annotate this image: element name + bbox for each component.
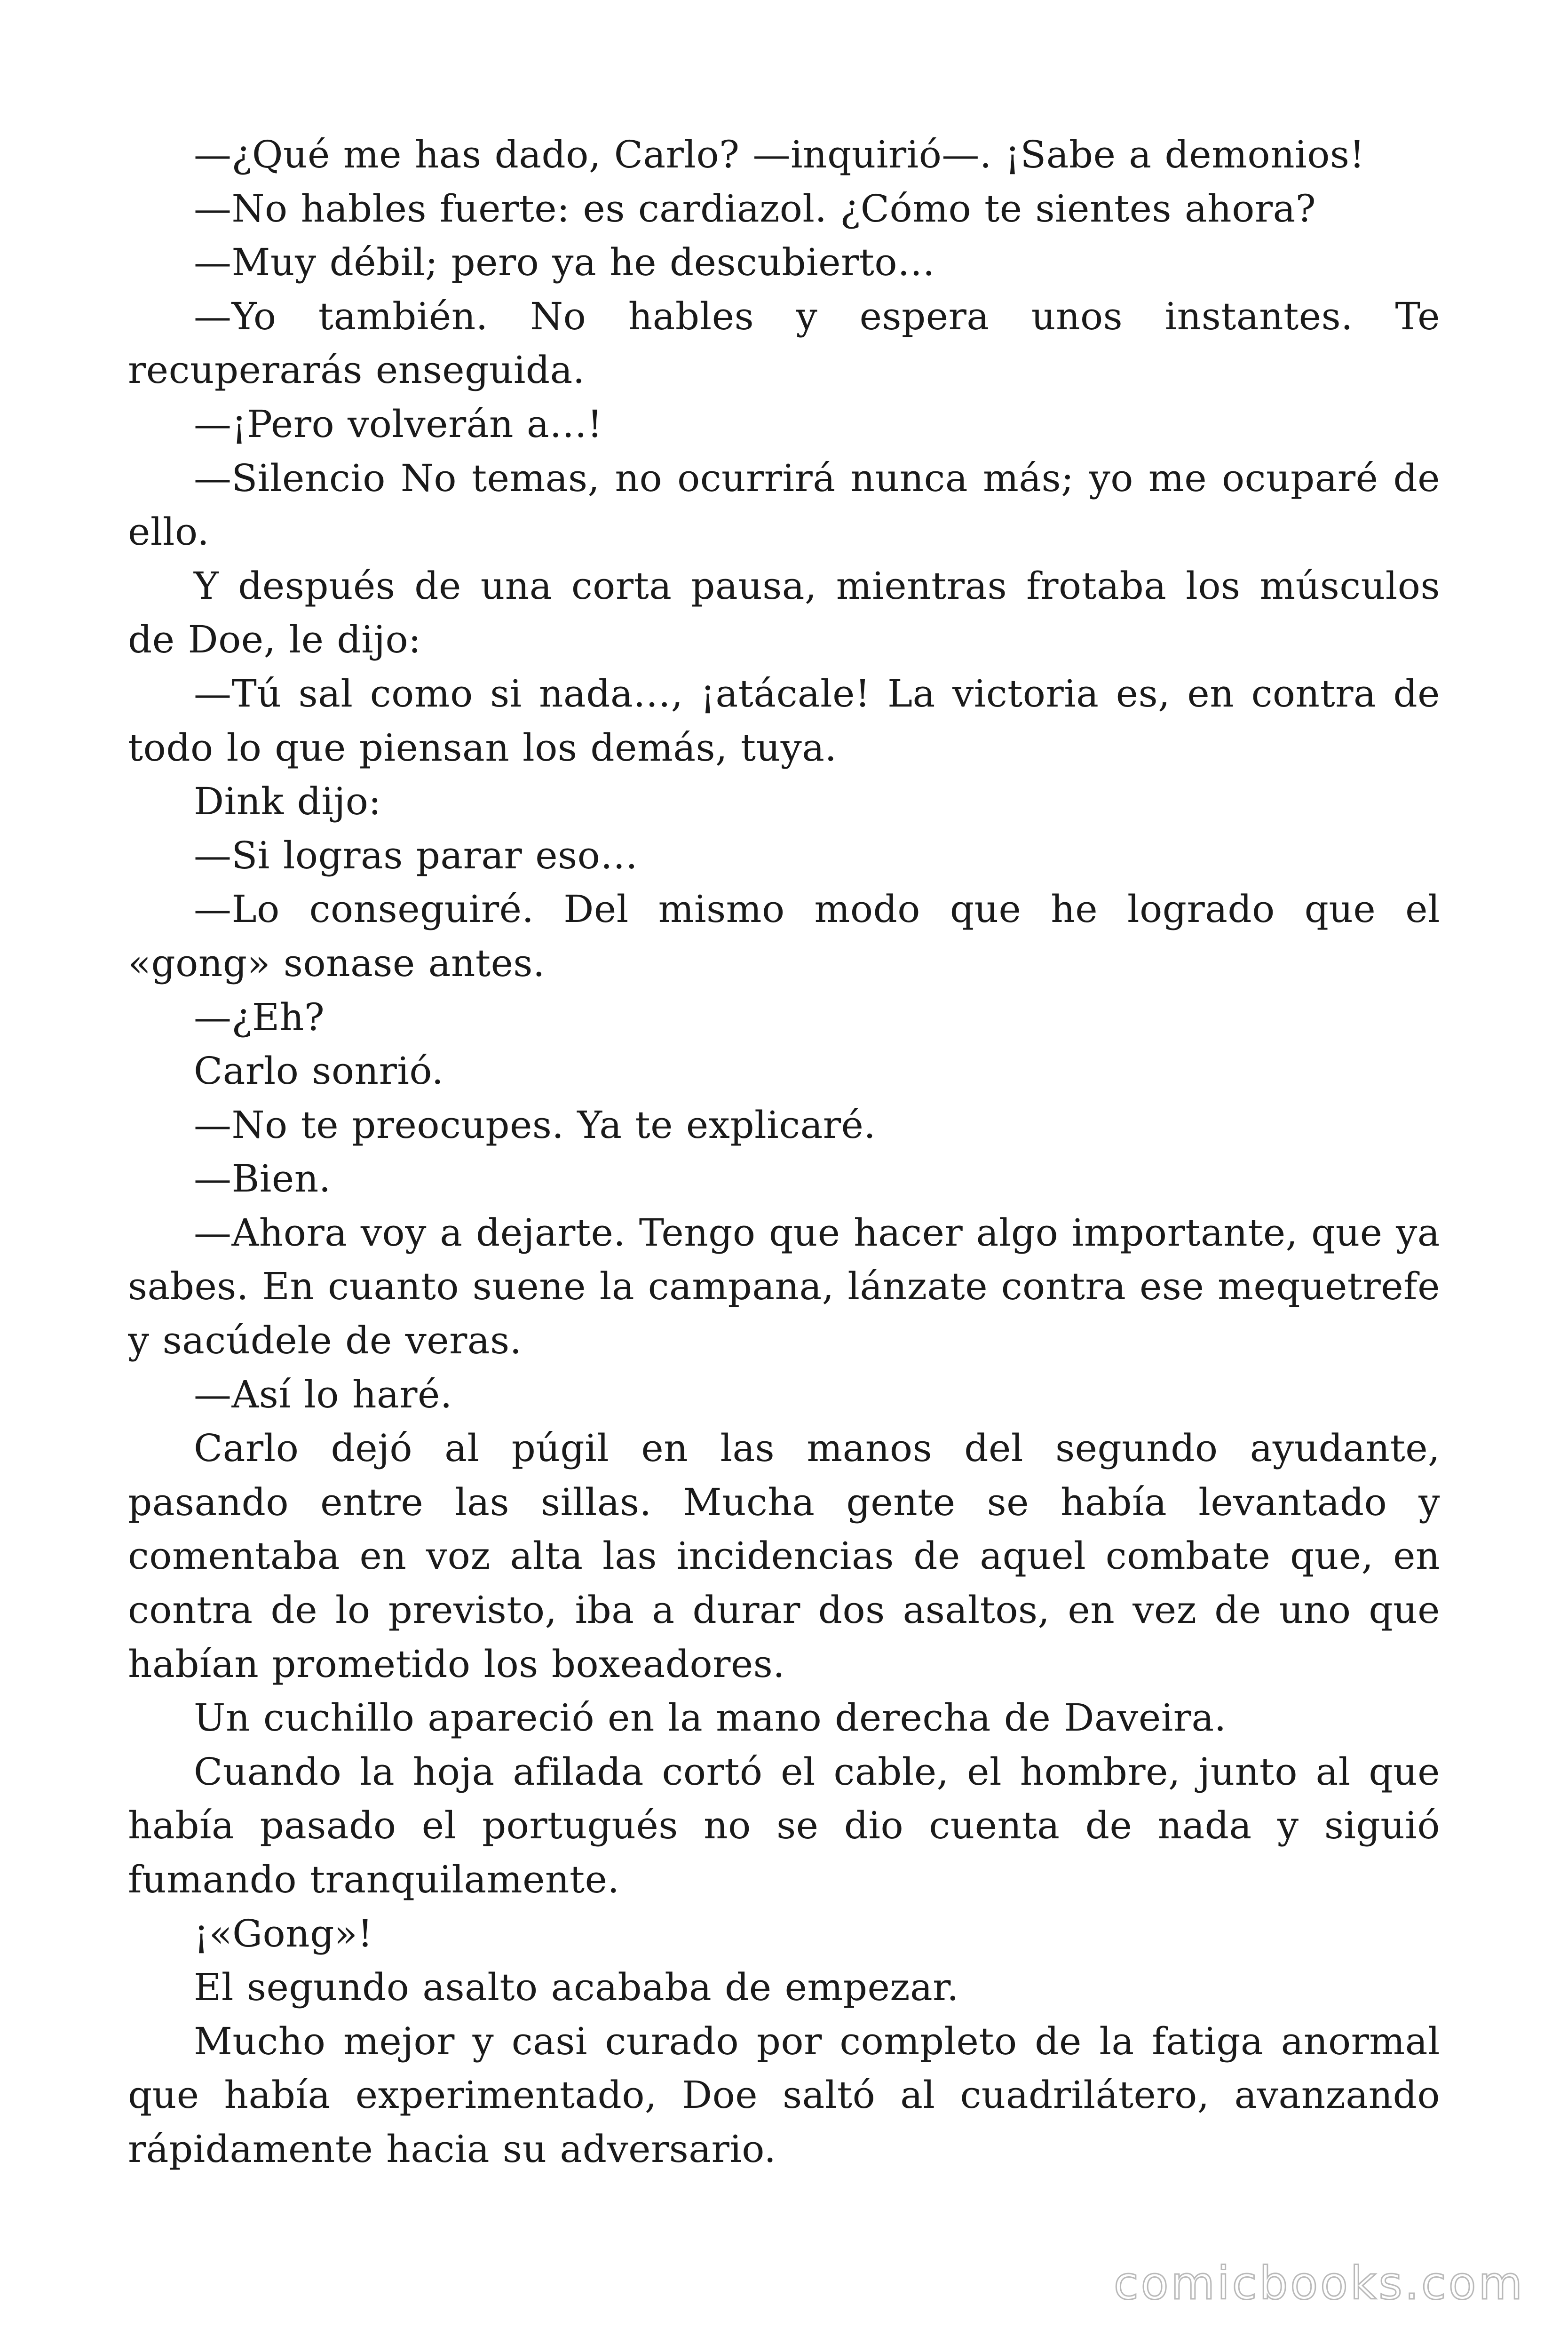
- paragraph: Y después de una corta pausa, mientras frotaba los músculos de Doe, le dijo:: [128, 564, 1440, 662]
- paragraph: —¡Pero volverán a…!: [194, 402, 603, 446]
- paragraph: Un cuchillo apareció en la mano derecha de Daveira.: [194, 1696, 1227, 1740]
- paragraph: —Ahora voy a dejarte. Tengo que hacer algo importante, que ya sabes. En cuanto suene la campana, lánzate contra ese mequetrefe y sacúdele de veras.: [128, 1210, 1440, 1363]
- paragraph: Carlo sonrió.: [194, 1049, 444, 1093]
- paragraph: —Lo conseguiré. Del mismo modo que he logrado que el «gong» sonase antes.: [128, 887, 1440, 985]
- site-watermark: comicbooks.com: [1113, 2257, 1525, 2310]
- page-body: [128, 128, 1440, 2198]
- paragraph: ¡«Gong»!: [194, 1911, 373, 1955]
- paragraph: —No hables fuerte: es cardiazol. ¿Cómo te sientes ahora?: [194, 186, 1316, 230]
- paragraph: Cuando la hoja afilada cortó el cable, el hombre, junto al que había pasado el portugués no se dio cuenta de nada y siguió fumando tranquilamente.: [128, 1749, 1440, 1901]
- paragraph: —No te preocupes. Ya te explicaré.: [194, 1103, 876, 1147]
- paragraph: —Si logras parar eso…: [194, 833, 638, 877]
- paragraph: —¿Eh?: [194, 995, 325, 1039]
- paragraph: —Tú sal como si nada…, ¡atácale! La victoria es, en contra de todo lo que piensan los demás, tuya.: [128, 671, 1440, 770]
- paragraph: Dink dijo:: [194, 779, 381, 824]
- paragraph: —¿Qué me has dado, Carlo? —inquirió—. ¡Sabe a demonios!: [194, 133, 1365, 176]
- paragraph: —Así lo haré.: [194, 1372, 452, 1416]
- paragraph: —Muy débil; pero ya he descubierto…: [194, 240, 935, 285]
- paragraph: —Silencio No temas, no ocurrirá nunca más; yo me ocuparé de ello.: [128, 456, 1440, 554]
- paragraph: El segundo asalto acababa de empezar.: [194, 1965, 959, 2010]
- paragraph: Carlo dejó al púgil en las manos del segundo ayudante, pasando entre las sillas. Mucha gente se había levantado y comentaba en voz alta las incidencias de aquel combate que, en contra de lo previsto, iba a durar dos asaltos, en vez de uno que habían prometido los boxeadores.: [128, 1426, 1440, 1686]
- paragraph: Mucho mejor y casi curado por completo de la fatiga anormal que había experimentado, Doe saltó al cuadrilátero, avanzando rápidamente hacia su adversario.: [128, 2019, 1440, 2171]
- paragraph: —Bien.: [194, 1157, 331, 1201]
- paragraph: —Yo también. No hables y espera unos instantes. Te recuperarás enseguida.: [128, 294, 1440, 392]
